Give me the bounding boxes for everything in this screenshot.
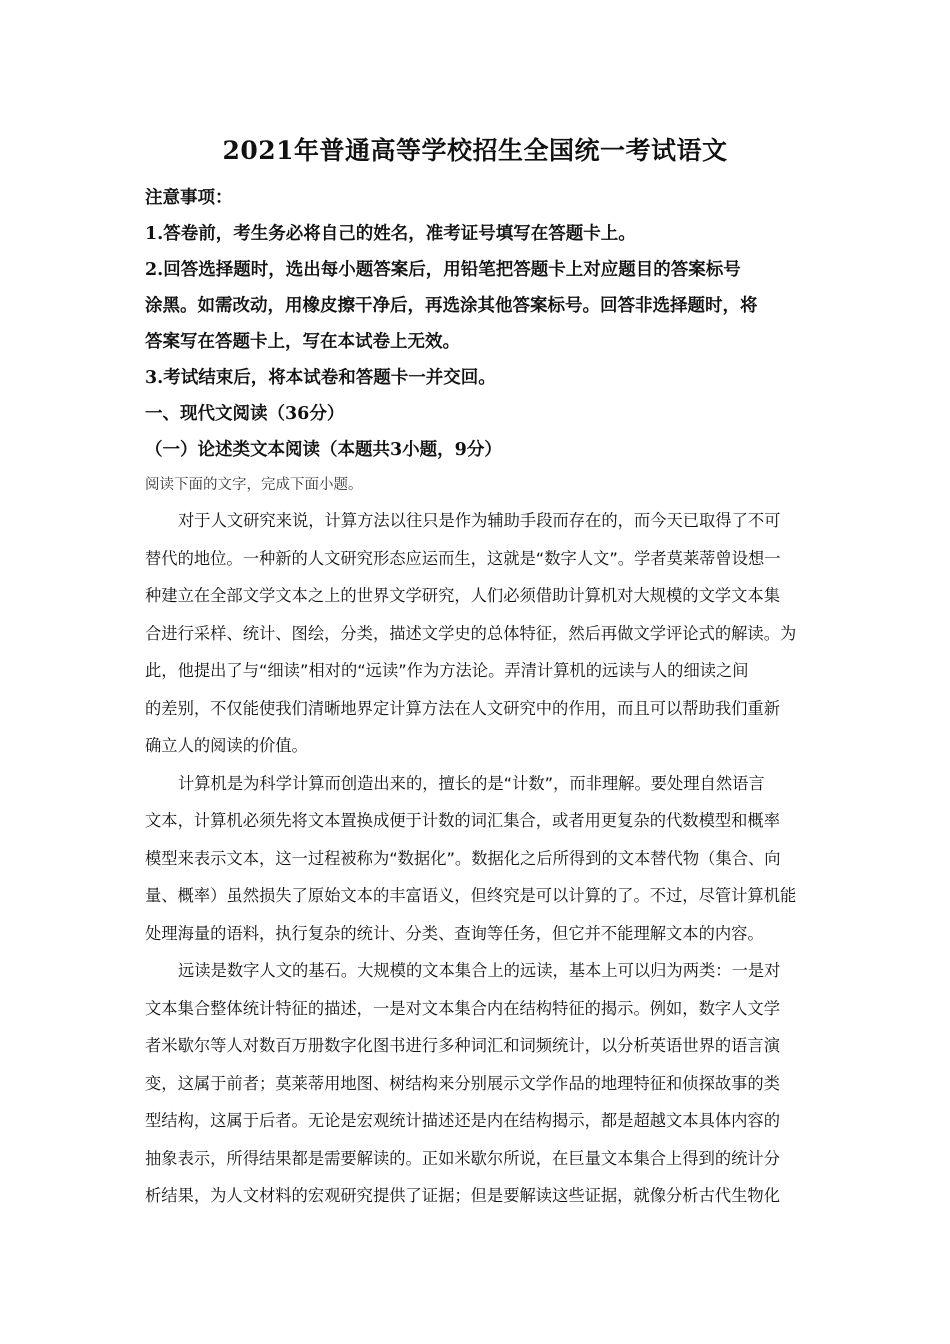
notice-line: 2.回答选择题时，选出每小题答案后，用铅笔把答题卡上对应题目的答案标号 — [145, 260, 741, 280]
subsection-heading: （一）论述类文本阅读（本题共3小题，9分） — [145, 440, 502, 460]
notice-line: 3.考试结束后，将本试卷和答题卡一并交回。 — [145, 368, 496, 388]
paragraph-line: 量、概率）虽然损失了原始文本的丰富语义，但终究是可以计算的了。不过，尽管计算机能 — [145, 886, 797, 905]
paragraph-line: 此，他提出了与“细读”相对的“远读”作为方法论。弄清计算机的远读与人的细读之间 — [145, 661, 749, 680]
notice-line: 涂黑。如需改动，用橡皮擦干净后，再选涂其他答案标号。回答非选择题时，将 — [145, 296, 758, 316]
paragraph-line: 处理海量的语料，执行复杂的统计、分类、查询等任务，但它并不能理解文本的内容。 — [145, 923, 764, 943]
paragraph-line: 析结果，为人文材料的宏观研究提供了证据；但是要解读这些证据，就像分析古代生物化 — [145, 1186, 780, 1205]
notice-section — [145, 180, 810, 396]
paragraph-line: 者米歇尔等人对数百万册数字化图书进行多种词汇和词频统计，以分析英语世界的语言演 — [145, 1036, 780, 1055]
paragraph-3 — [145, 952, 810, 1215]
paragraph-line: 文本集合整体统计特征的描述，一是对文本集合内在结构特征的揭示。例如，数字人文学 — [145, 998, 780, 1018]
paragraph-line: 文本，计算机必须先将文本置换成便于计数的词汇集合，或者用更复杂的代数模型和概率 — [145, 811, 780, 830]
notice-line: 1.答卷前，考生务必将自己的姓名，准考证号填写在答题卡上。 — [145, 224, 636, 244]
paragraph-2 — [145, 765, 810, 953]
section-headings — [145, 396, 810, 468]
document-title: 2021年普通高等学校招生全国统一考试语文 — [222, 136, 728, 165]
paragraph-line: 抽象表示，所得结果都是需要解读的。正如米歇尔所说，在巨量文本集合上得到的统计分 — [145, 1148, 780, 1168]
document-body — [145, 180, 810, 1215]
paragraph-line: 合进行采样、统计、图绘，分类，描述文学史的总体特征，然后再做文学评论式的解读。为 — [145, 623, 797, 643]
notice-line: 答案写在答题卡上，写在本试卷上无效。 — [145, 332, 460, 352]
section-heading: 一、现代文阅读（36分） — [145, 404, 345, 424]
paragraph-line: 替代的地位。一种新的人文研究形态应运而生，这就是“数字人文”。学者莫莱蒂曾设想一 — [145, 548, 781, 568]
paragraph-line: 型结构，这属于后者。无论是宏观统计描述还是内在结构揭示，都是超越文本具体内容的 — [145, 1111, 780, 1130]
paragraph-line: 确立人的阅读的价值。 — [145, 736, 308, 755]
paragraph-1 — [145, 502, 810, 765]
paragraph-line: 远读是数字人文的基石。大规模的文本集合上的远读，基本上可以归为两类：一是对 — [178, 961, 781, 980]
paragraph-line: 模型来表示文本，这一过程被称为“数据化”。数据化之后所得到的文本替代物（集合、向 — [145, 848, 781, 868]
paragraph-line: 种建立在全部文学文本之上的世界文学研究，人们必须借助计算机对大规模的文学文本集 — [145, 586, 780, 605]
paragraph-line: 计算机是为科学计算而创造出来的，擅长的是“计数”，而非理解。要处理自然语言 — [178, 773, 765, 793]
paragraph-line: 的差别，不仅能使我们清晰地界定计算方法在人文研究中的作用，而且可以帮助我们重新 — [145, 698, 780, 718]
paragraph-line: 变，这属于前者；莫莱蒂用地图、树结构来分别展示文学作品的地理特征和侦探故事的类 — [145, 1073, 780, 1093]
reading-instruction: 阅读下面的文字，完成下面小题。 — [145, 477, 363, 493]
paragraph-line: 对于人文研究来说，计算方法以往只是作为辅助手段而存在的，而今天已取得了不可 — [178, 511, 781, 530]
notice-heading: 注意事项： — [145, 188, 233, 208]
